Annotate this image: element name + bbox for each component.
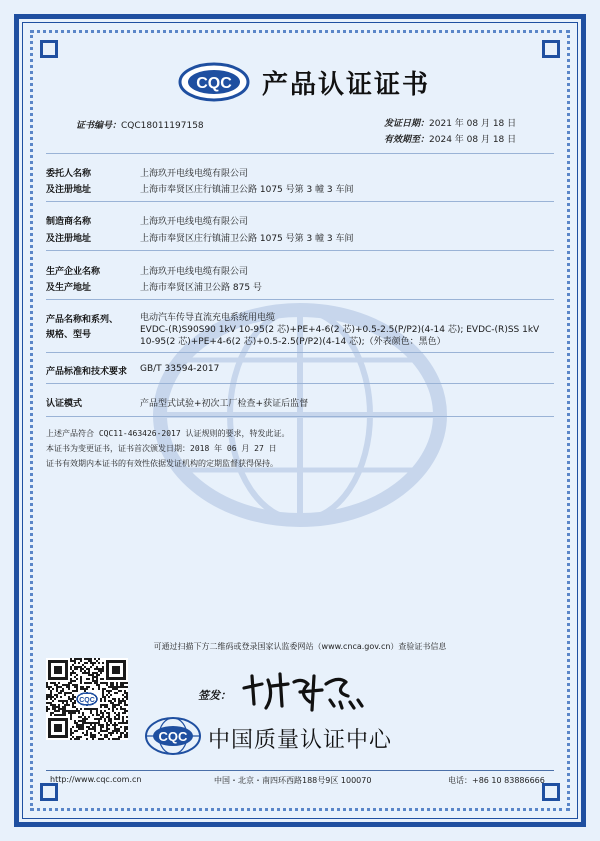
corner-ornament: [40, 783, 58, 801]
issue-date-label: 发证日期：: [384, 119, 430, 129]
note-line-3: 证书有效期内本证书的有效性依据发证机构的定期监督获得保持。: [46, 459, 278, 468]
divider: [46, 352, 554, 353]
cert-number: [76, 118, 204, 131]
applicant-address-label: 及注册地址: [46, 185, 92, 195]
standard-value: GB/T 33594-2017: [140, 364, 220, 374]
cqc-logo-icon: [144, 716, 202, 756]
corner-ornament: [40, 40, 58, 58]
footer-divider: [46, 770, 554, 771]
factory-value: 上海玖开电线电缆有限公司: [140, 267, 249, 277]
expiry-date-label: 有效期至：: [384, 135, 430, 145]
page-title: 产品认证证书: [262, 70, 431, 100]
cqc-logo-icon: [178, 62, 250, 102]
divider: [46, 299, 554, 300]
footer-address: 中国・北京・南四环西路188号9区 100070: [214, 776, 372, 785]
product-model-line-1: EVDC-(R)S90S90 1kV 10-95(2 芯)+PE+4-6(2 芯)+0.5-2.5(P/P2)(4-14 芯); EVDC-(R)SS 1kV: [140, 325, 540, 335]
org-logo-text: CQC: [158, 729, 188, 744]
standard-label: 产品标准和技术要求: [46, 367, 128, 377]
signature-image: [238, 666, 378, 716]
signer-label: 签发：: [198, 689, 231, 702]
cert-number-value: CQC18011197158: [121, 121, 204, 131]
issuer-name: 中国质量认证中心: [208, 728, 393, 753]
divider: [46, 153, 554, 154]
product-model-line-2: 10-95(2 芯)+PE+4-6(2 芯)+0.5-2.5(P/P2)(4-14 芯);（外表颜色：黑色）: [140, 337, 446, 347]
footer-url[interactable]: http://www.cqc.com.cn: [50, 775, 142, 784]
product-label-line-2: 规格、型号: [46, 330, 92, 340]
product-name: 电动汽车传导直流充电系统用电缆: [140, 313, 276, 323]
note-line-2: 本证书为变更证书，证书首次颁发日期：2018 年 06 月 27 日: [46, 444, 277, 453]
applicant-label: 委托人名称: [46, 169, 92, 179]
factory-address-label: 及生产地址: [46, 283, 92, 293]
qr-code-icon[interactable]: [46, 658, 128, 740]
product-label-line-1: 产品名称和系列、: [46, 315, 119, 325]
divider: [46, 383, 554, 384]
manufacturer-value: 上海玖开电线电缆有限公司: [140, 217, 249, 227]
manufacturer-label: 制造商名称: [46, 217, 92, 227]
divider: [46, 416, 554, 417]
factory-label: 生产企业名称: [46, 267, 101, 277]
manufacturer-address-label: 及注册地址: [46, 234, 92, 244]
issue-date-value: 2021 年 08 月 18 日: [429, 119, 517, 129]
mode-value: 产品型式试验+初次工厂检查+获证后监督: [140, 399, 309, 409]
issue-date: [384, 116, 516, 129]
divider: [46, 250, 554, 251]
divider: [46, 201, 554, 202]
expiry-date-value: 2024 年 08 月 18 日: [429, 135, 517, 145]
qr-center-logo-text: CQC: [79, 697, 95, 704]
corner-ornament: [542, 40, 560, 58]
footer-phone: 电话：+86 10 83886666: [448, 776, 545, 785]
applicant-address-value: 上海市奉贤区庄行镇浦卫公路 1075 号第 3 幢 3 车间: [140, 185, 354, 195]
note-line-1: 上述产品符合 CQC11-463426-2017 认证规则的要求，特发此证。: [46, 429, 290, 438]
cert-number-label: 证书编号：: [76, 121, 122, 131]
factory-address-value: 上海市奉贤区浦卫公路 875 号: [140, 283, 262, 293]
manufacturer-address-value: 上海市奉贤区庄行镇浦卫公路 1075 号第 3 幢 3 车间: [140, 234, 354, 244]
expiry-date: [384, 132, 516, 145]
scan-note: 可通过扫描下方二维码或登录国家认监委网站（www.cnca.gov.cn）查验证书信息: [153, 642, 447, 651]
mode-label: 认证模式: [46, 399, 83, 409]
applicant-value: 上海玖开电线电缆有限公司: [140, 169, 249, 179]
cqc-logo-text: CQC: [196, 75, 232, 92]
